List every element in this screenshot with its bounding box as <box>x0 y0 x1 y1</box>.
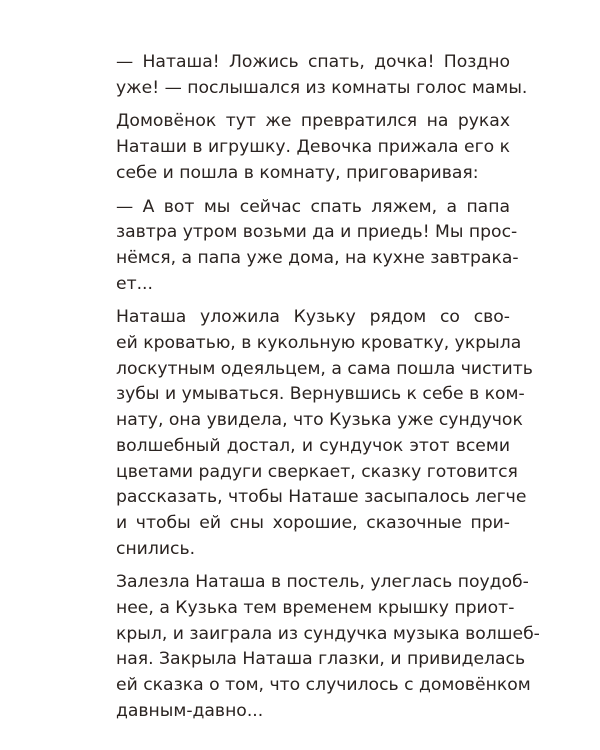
text-line: ей кроватью, в кукольную кроватку, укрыла <box>116 333 522 354</box>
text-line: — А вот мы сейчас спать ляжем, а папа <box>116 196 510 217</box>
text-line: Наташи в игрушку. Девочка прижала его к <box>116 137 510 158</box>
text-line: нее, а Кузька тем временем крышку приот- <box>116 598 515 619</box>
text-line: нёмся, а папа уже дома, на кухне завтрака- <box>116 247 519 268</box>
paragraph-1 <box>90 50 528 101</box>
paragraph-3 <box>90 195 519 298</box>
text-line: Домовёнок тут же превратился на руках <box>116 111 510 132</box>
text-line: крыл, и заиграла из сундучка музыка волшеб- <box>116 623 540 644</box>
text-line: ей сказка о том, что случилось с домовёнком <box>116 675 531 696</box>
text-line: лоскутным одеяльцем, а сама пошла чистить <box>116 358 533 379</box>
text-line: снились. <box>116 538 196 559</box>
text-line: ная. Закрыла Наташа глазки, и привиделась <box>116 649 526 670</box>
text-line: зубы и умываться. Вернувшись к себе в ком- <box>116 384 525 405</box>
text-line: волшебный достал, и сундучок этот всеми <box>116 435 510 456</box>
text-line: — Наташа! Ложись спать, дочка! Поздно <box>116 52 510 72</box>
text-line: Залезла Наташа в постель, улеглась поудоб- <box>116 572 529 593</box>
text-line: нату, она увидела, что Кузька уже сундучок <box>116 410 523 431</box>
paragraph-2 <box>90 109 510 186</box>
paragraph-4 <box>90 305 533 562</box>
text-line: и чтобы ей сны хорошие, сказочные при- <box>116 512 510 533</box>
text-line: уже! — послышался из комнаты голос мамы. <box>116 77 528 98</box>
text-line: ет... <box>116 273 153 294</box>
paragraph-5 <box>90 570 540 724</box>
text-line: рассказать, чтобы Наташе засыпалось легче <box>116 487 527 508</box>
story-text <box>90 50 540 733</box>
text-line: Наташа уложила Кузьку рядом со сво- <box>116 307 510 328</box>
text-line: давным-давно... <box>116 700 264 721</box>
text-line: цветами радуги сверкает, сказку готовится <box>116 461 518 482</box>
text-line: себе и пошла в комнату, приговаривая: <box>116 162 479 183</box>
text-line: завтра утром возьми да и приедь! Мы прос- <box>116 222 518 243</box>
